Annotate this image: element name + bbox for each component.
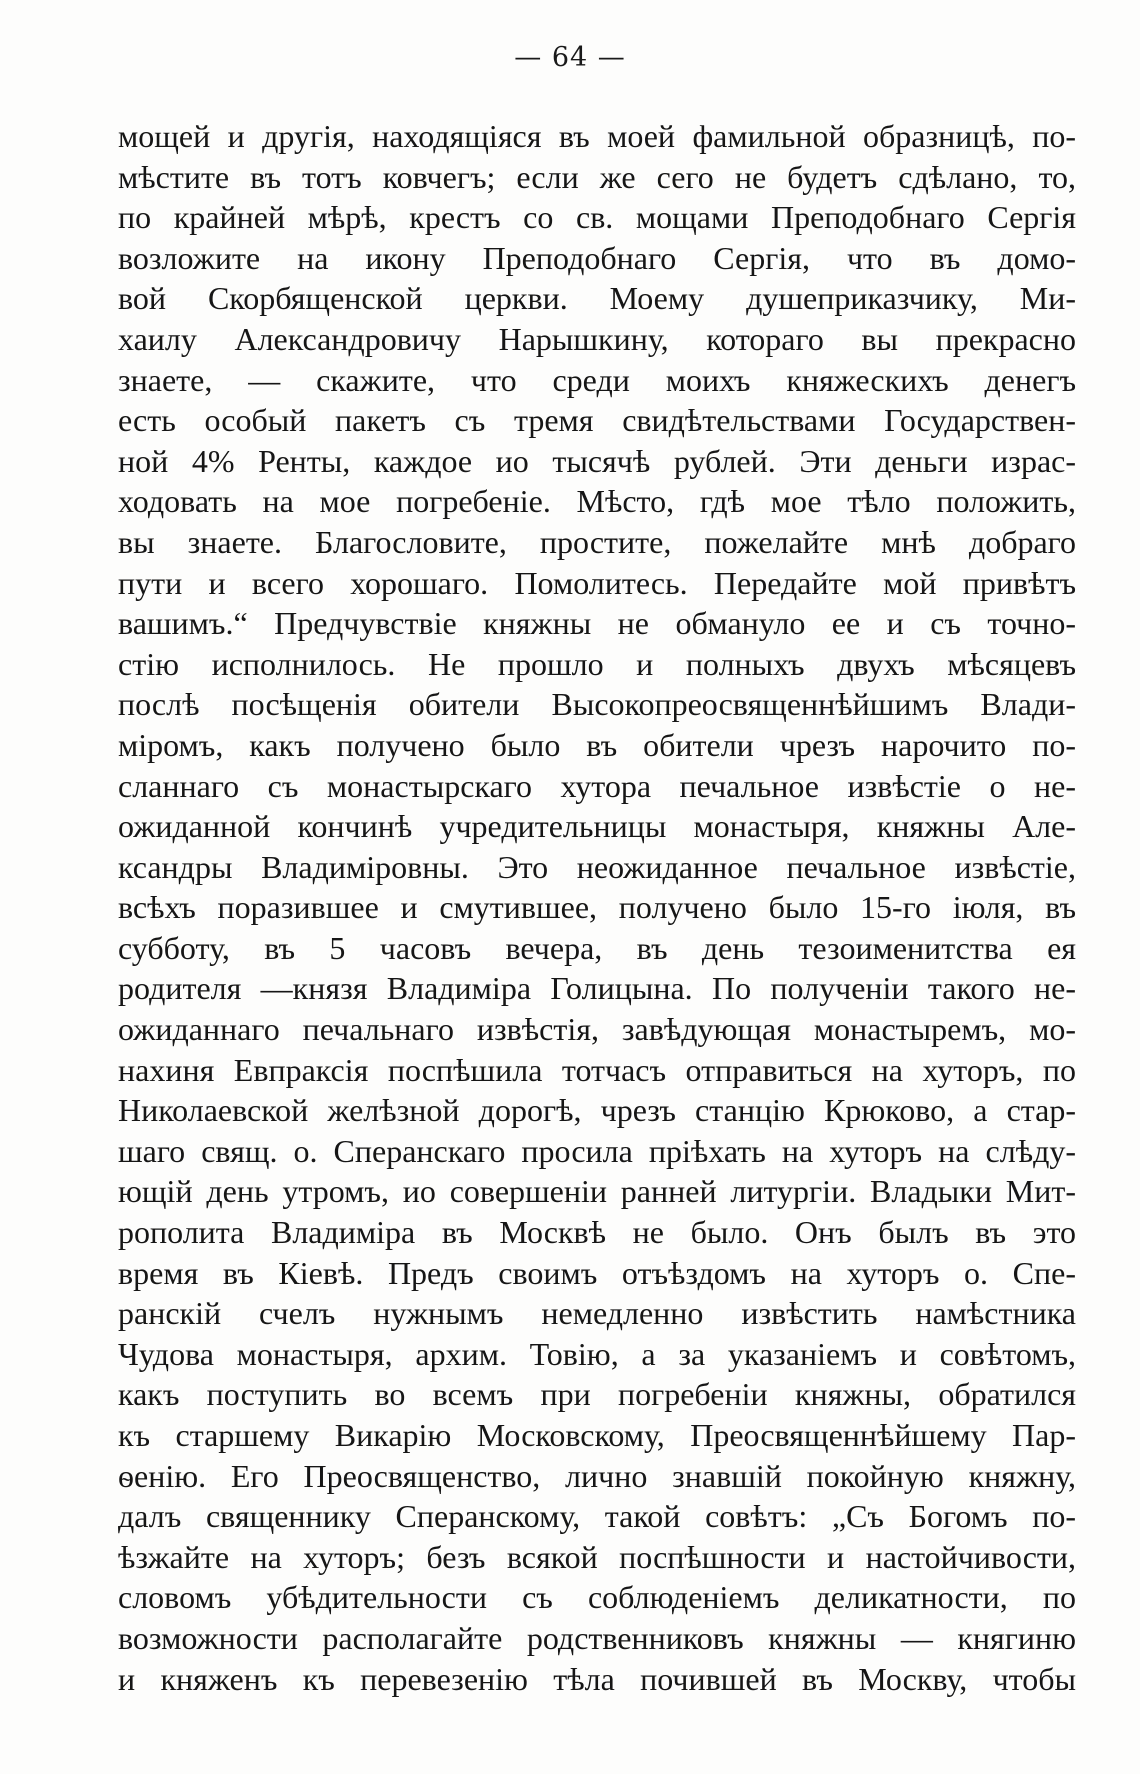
text-line: ходовать на мое погребеніе. Мѣсто, гдѣ мое тѣло положить, <box>118 483 1076 520</box>
text-line: ѳенію. Его Преосвященство, лично знавшій покойную княжну, <box>118 1457 1076 1494</box>
text-line: и княженъ къ перевезенію тѣла почившей въ Москву, чтобы <box>118 1660 1076 1697</box>
text-line: словомъ убѣдительности съ соблюденіемъ деликатности, по <box>118 1579 1076 1616</box>
page-number: — 64 — <box>514 42 626 73</box>
text-line: мощей и другія, находящіяся въ моей фамильной образницѣ, по- <box>118 118 1076 154</box>
text-line: вой Скорбященской церкви. Моему душеприказчику, Ми- <box>118 280 1076 317</box>
text-line: родителя —князя Владиміра Голицына. По полученіи такого не- <box>118 970 1076 1007</box>
text-line: возложите на икону Преподобнаго Сергія, что въ домо- <box>118 239 1076 276</box>
text-line: субботу, въ 5 часовъ вечера, въ день тезоименитства ея <box>118 929 1076 966</box>
text-line: вашимъ.“ Предчувствіе княжны не обмануло ее и съ точно- <box>118 605 1076 642</box>
text-line: рополита Владиміра въ Москвѣ не было. Онъ былъ въ это <box>118 1214 1076 1251</box>
text-line: возможности располагайте родственниковъ княжны — княгиню <box>118 1619 1076 1656</box>
text-line: послѣ посѣщенія обители Высокопреосвященнѣйшимъ Влади- <box>118 686 1076 723</box>
text-line: далъ священнику Сперанскому, такой совѣтъ: „Съ Богомъ по- <box>118 1498 1076 1535</box>
text-line: всѣхъ поразившее и смутившее, получено было 15-го іюля, въ <box>118 889 1076 926</box>
text-line: ной 4% Ренты, каждое ио тысячѣ рублей. Эти деньги израс- <box>118 442 1076 479</box>
text-line: къ старшему Викарію Московскому, Преосвященнѣйшему Пар- <box>118 1417 1076 1453</box>
text-line: какъ поступить во всемъ при погребеніи княжны, обратился <box>118 1376 1076 1413</box>
text-line: ющій день утромъ, ио совершеніи ранней литургіи. Владыки Мит- <box>118 1173 1076 1210</box>
text-line: сланнаго съ монастырскаго хутора печальное извѣстіе о не- <box>118 767 1076 804</box>
text-line: нахиня Евпраксія поспѣшила тотчасъ отправиться на хуторъ, по <box>118 1051 1076 1088</box>
text-line: стію исполнилось. Не прошло и полныхъ двухъ мѣсяцевъ <box>118 645 1076 682</box>
text-line: знаете, — скажите, что среди моихъ княжескихъ денегъ <box>118 361 1076 398</box>
text-line: время въ Кіевѣ. Предъ своимъ отъѣздомъ на хуторъ о. Спе- <box>118 1254 1076 1291</box>
text-line: ранскій счелъ нужнымъ немедленно извѣстить намѣстника <box>118 1295 1076 1332</box>
text-line: Николаевской желѣзной дорогѣ, чрезъ станцію Крюково, а стар- <box>118 1092 1076 1129</box>
text-line: пути и всего хорошаго. Помолитесь. Передайте мой привѣтъ <box>118 564 1076 601</box>
text-line: мѣстите въ тотъ ковчегъ; если же сего не будетъ сдѣлано, то, <box>118 158 1076 195</box>
text-line: есть особый пакетъ съ тремя свидѣтельствами Государствен- <box>118 402 1076 439</box>
text-line: ксандры Владиміровны. Это неожиданное печальное извѣстіе, <box>118 848 1076 885</box>
text-line: шаго свящ. о. Сперанскаго просила пріѣхать на хуторъ на слѣду- <box>118 1132 1076 1169</box>
text-line: вы знаете. Благословите, простите, пожелайте мнѣ добраго <box>118 523 1076 560</box>
body-text <box>118 116 1076 1699</box>
text-line: по крайней мѣрѣ, крестъ со св. мощами Преподобнаго Сергія <box>118 199 1076 236</box>
text-line: Чудова монастыря, архим. Товію, а за указаніемъ и совѣтомъ, <box>118 1335 1076 1372</box>
text-line: ожиданнаго печальнаго извѣстія, завѣдующая монастыремъ, мо- <box>118 1011 1076 1048</box>
text-line: ѣзжайте на хуторъ; безъ всякой поспѣшности и настойчивости, <box>118 1538 1076 1575</box>
text-line: міромъ, какъ получено было въ обители чрезъ нарочито по- <box>118 726 1076 763</box>
text-line: хаилу Александровичу Нарышкину, котораго вы прекрасно <box>118 320 1076 357</box>
text-line: ожиданной кончинѣ учредительницы монастыря, княжны Але- <box>118 808 1076 845</box>
